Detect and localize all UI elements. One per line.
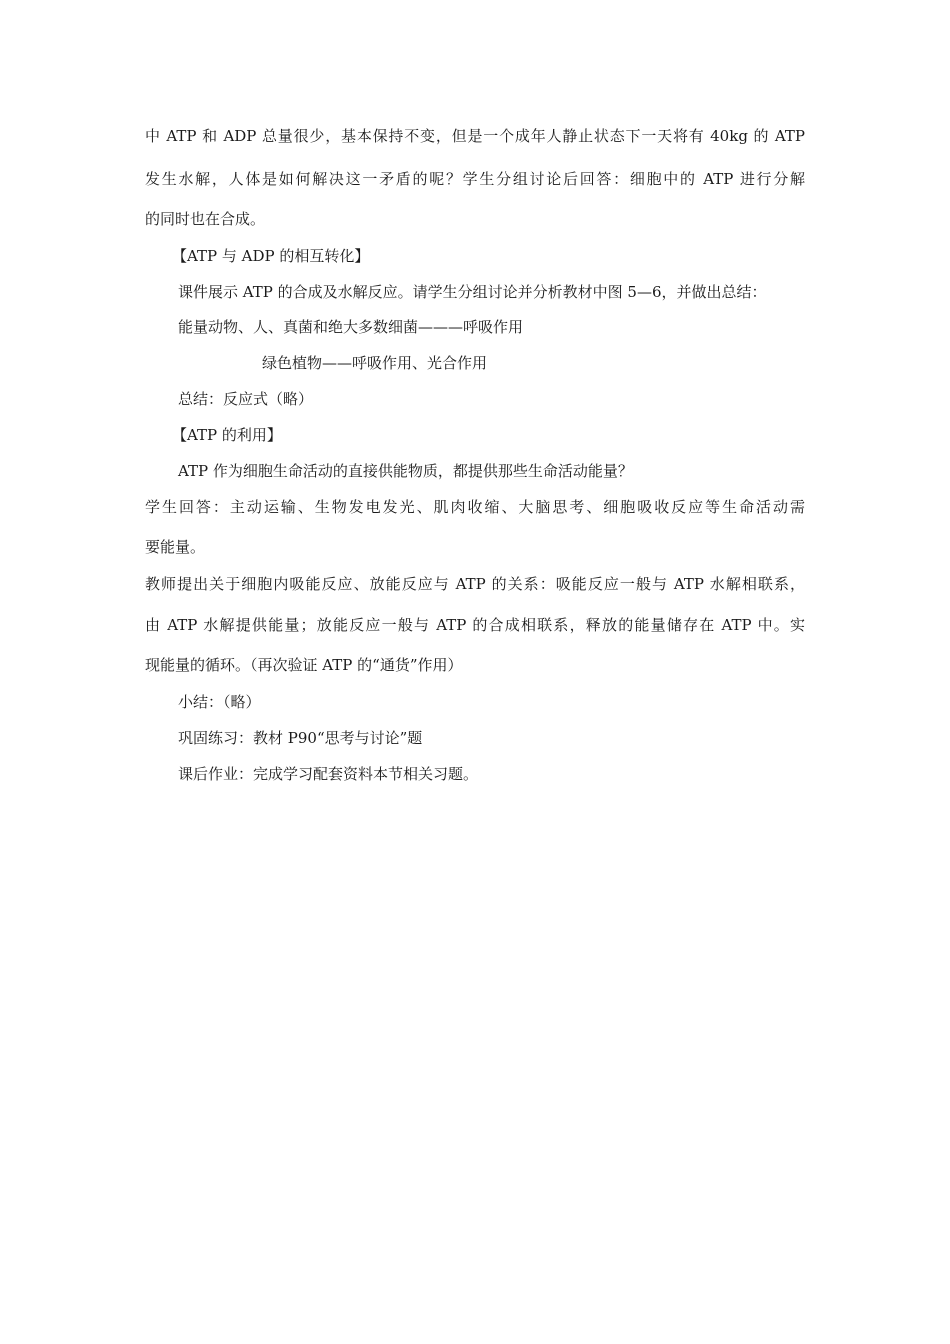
summary-reaction: 总结：反应式（略） [178,390,314,408]
question-line: ATP 作为细胞生命活动的直接供能物质，都提供那些生命活动能量？ [178,462,633,480]
homework-line: 课后作业：完成学习配套资料本节相关习题。 [178,765,479,783]
teacher-line-2: 由 ATP 水解提供能量；放能反应一般与 ATP 的合成相联系，释放的能量储存在 ATP 中。实 [145,616,805,634]
energy-line-2: 绿色植物——呼吸作用、光合作用 [262,354,488,372]
answer-line-2: 要能量。 [145,538,206,556]
para1-line2: 发生水解，人体是如何解决这一矛盾的呢？学生分组讨论后回答：细胞中的 ATP 进行分解 [145,170,805,188]
teacher-line-3: 现能量的循环。（再次验证 ATP 的“通货”作用） [145,656,463,674]
answer-line-1: 学生回答：主动运输、生物发电发光、肌肉收缩、大脑思考、细胞吸收反应等生命活动需 [145,498,805,516]
teacher-line-1: 教师提出关于细胞内吸能反应、放能反应与 ATP 的关系：吸能反应一般与 ATP 水解相联系， [145,575,805,593]
heading-use: 【ATP 的利用】 [172,426,282,444]
courseware-line: 课件展示 ATP 的合成及水解反应。请学生分组讨论并分析教材中图 5—6，并做出总结： [178,283,767,301]
brief-summary: 小结：（略） [178,693,261,711]
para1-line1: 中 ATP 和 ADP 总量很少，基本保持不变，但是一个成年人静止状态下一天将有 40kg 的 ATP [145,127,805,145]
heading-conversion: 【ATP 与 ADP 的相互转化】 [172,247,370,265]
practice-line: 巩固练习：教材 P90“思考与讨论”题 [178,729,423,747]
para1-line3: 的同时也在合成。 [145,210,266,228]
energy-line-1: 能量动物、人、真菌和绝大多数细菌———呼吸作用 [178,318,524,336]
